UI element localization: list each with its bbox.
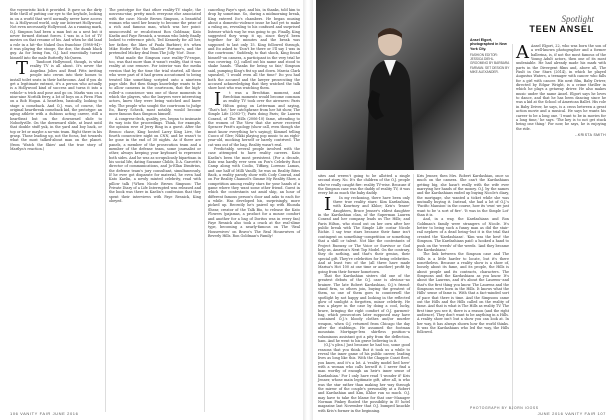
column-divider bbox=[204, 8, 205, 412]
column-divider bbox=[413, 174, 414, 410]
column-divider bbox=[105, 8, 106, 412]
drop-cap: I bbox=[324, 193, 332, 215]
paragraph-text: In my reckoning, there have been only three true reality stars: Kim Kardashian, with Kourtney and Khloe; Kris's 'lesser' daughters, Bruce Jenner's eldest daughter in the Kardashian clan, of the Superman Lauren Conrad and her company leads us The Hills; and Paris Hilton, who stood out on her own after her public break with The Simple Life costar Nicole Richie. I say true stars because their fame isn't contingent on something--competition or something that a skill or talent. Not like the contestants of Project Runway or The Voice or Survivor or God help us, America's Next Top Model. On the contrary, they do nothing, and that's their genius, their special gift. They're celebrities for being celebrities. And at least two of the (all three have made Marisa's Hot 100 at one time or another) profit by going from their former hometown. bbox=[318, 195, 410, 274]
paragraph: What made the Simpson case reality-TV-esque, too, was that more than it wasn't reality, that it was reality at one remove. For interior was the media version that by the time the trial started, all those who were part of it had grown accustomed to being treated like something scripted onto a nineteen page slide. But then things knowledge wants to be to allow cameras in the courtroom, that the high-rolled--a conscience was one of those moments in which the players, who the lawyers were interesting actors, knew they were being watched and knew why. The people who sought the courtroom to Judge Ito, Barry Scheck, most notably, would become more famous than Simpson himself. bbox=[109, 55, 201, 117]
byline: --KRISTA SMITH bbox=[574, 132, 606, 137]
drop-cap: A bbox=[516, 42, 529, 63]
column-divider bbox=[512, 44, 513, 410]
paragraph bbox=[318, 193, 410, 274]
right-column-3 bbox=[516, 44, 606, 400]
paragraph-text: t was a Brechtian moment, and Brechtian moments would become common as reality TV took over the airwaves: Paris Hilton going on Letterman and saying, 'That's hot,' her catchphrase from her hit show, The Simple Life (2003-7); Paris doing Paris; Sir Lauren Conrad, of The Hills (2006-10) fame, attending to the women of The View that she never received Spencer Pratt's apology (show call, even though she must know everything he's saying); Kimmel telling Cuoco of Glee; Nikki playing pop music to an eight-year-old, mocking herself or barely contrived. The cat was out of the bag. Reality wasn't real. bbox=[208, 90, 300, 147]
paragraph bbox=[208, 88, 300, 147]
paragraph: A congress-deck, quality, yes, began to insinuate its way into the proceedings. Think, for example, the opinion rove of Jerry Bing in a guest. After the Bronco chase, King hosted Larry King Live, the fourth consecutive night on CNN, and he wasn't to be gone in the end of 30 nights. As if there are panels, a member of the prosecution team and a member of the defense team, some journalist or other, always keeping your keyboard to represent both sides. And he was as scrupulously bipartisan in his social life, dating Suzanne Childs, D.A. Garcetti's director of communications, and Jo-Ellan Dimitrius, the defense team's jury consultant, simultaneously. If he ever got disparate for material, he even had Kato Kaelin, a newly minted celebrity, read with pillow talk ('When Nicole Brown Simpson: The Private Diary of a Life Interrupted was released and the book was there in Kaelin's confession that they spent their interviews with Faye Resnick, King obeyed. bbox=[109, 116, 201, 204]
portrait-photo bbox=[316, 0, 464, 170]
paragraph: sites and weren't going to be allotted a single second story. No. It's the children of the O.J. people who've really caught fire: reality TV-wise. Because if the Simpson case was the daddy of reality TV, it was every bit as much the baby daddy. bbox=[318, 174, 410, 196]
right-folio: JUNE 2016 VANITY FAIR 107 bbox=[537, 411, 606, 416]
paragraph: (O.J.'s plea.) Just because he had too, some good reasons that you think. But it took us a while to reveal the inner game of his public career, leading lives as long like this. With the Chappie Coast fleet, you know, and it's a lot. A 'reality model lied here' with a woman who calls herself it. I never find a man worthy of enough an heir's inner sense of Kardashian.' For I only have read 'I wonder if' Kris Jenner, whose main legitimate gift, after all, is who was the star rather than making her way through the mirror of the couple's personality at a Robert and Kardashian and Kim, Khloe run so much. O.J. may have to take the blame for that one--Manager Norman Pinkey floated the possibility in E! hotel magazine last November that O.J. bumped knuckle with Kris's former in the beginning. bbox=[318, 343, 410, 413]
section-label: Spotlight bbox=[561, 14, 594, 24]
person-silhouette bbox=[354, 20, 424, 170]
left-column-2 bbox=[109, 8, 201, 410]
paragraph: canceling Faye's spot, and his, in thanks, told him to drop by sometime. So, during a midmorning break, King entered Ito's chambers. He began musing about a domestic-violence issue he had yet to make a ruling on, revealing to his confused and surprised listener which way he was going to go. Finally, King suggested they wrap it up, since they'd been together for 40 minutes and the break was supposed to last only 15. King followed through, and Ito asked to 'Don't be there or I'll say I was in the courtroom.' Suddenly, to that shock, King found himself--on camera, a participant in the very trial he was covering. O.J. called out his name and stood to shake hands. 'Thanks for being so fair,' Simpson said, pumping King's fist up and down. Marcia Clark squealed, 'I would even all the time!' Ito you had both the accused and the lawyer prosecuting the accused acknowledging that they watched the talk show host who was watching them. bbox=[208, 8, 300, 91]
paragraph: Predictably, several people involved with the case attempted to have reality careers. Kato Kaelin's been the most persistent. (For a decade, Kato was hardly ever seen on Fox's Celebrity Boot Camp along with Coolio, Tiffany, Lorenzo Lamas, and one half of Milli Vanilli; he was on Reality Bites Back, a reality parody show with Cody Conrad, and on For Reality Channel's Gimme My Reality Show, a competition among reality stars for your hands of a game where they want some other friend. Guest in which the contestants sat amid ship, an hour of different famous person's door and asks to each for a while. Has developed his, surprisingly, more picked up. Recently he's paired up with Rhonda Shear, creator of the Talk Bio, to release the Kato Flowers (pajamas, a product for a mouse comfort and another for a bag of Doritos was in every fan) Faye Resnick also took a crack at the real-slime type, becoming a nearly-famous on The 'Real Housewives' on Bravo's The Real Housewives of Beverly Hills. Ron Goldman's Family! bbox=[208, 147, 300, 238]
left-column-3 bbox=[208, 8, 300, 410]
paragraph-text: Tandoori Hollywood, though, is what reality TV is all about. It's never the Angelina Jolies and Brad Pitts inviting people into crown into their homes to install toilet seats in their bathrooms. And if you do get a legitimate entrant, it's a person who actually is a Hollywood kind of success and turns it into a vehicle--a trick and pose and go on. Marks was on a nine-nine Norfolk ferry, a lot of boys on a Firen Flux on a Bob Hogan. A heartless, basically, looking to stage a comeback. And O.J. was, of course, the original heartbreak comeback kid, the prototype: an aging athlete with a dubious acting career, still a heartbeat but on the downward slide to Nobodyville. On the downward slide, at least until that double stuff yuk, in the yard and boy back, or top or let or maybe a no-win team. Right there in his grasp. Those leading up, not the focus, but towards what the most talked-about man on the planet. (from 'Watch the Skies' and the true story of Marilyn's reaction.) bbox=[10, 60, 102, 151]
drop-cap: T bbox=[16, 58, 29, 80]
drop-cap: I bbox=[214, 88, 222, 110]
paragraph bbox=[516, 44, 606, 131]
paragraph: the voyeuristic kick it provided. It gave us the dirty little thrill of putting our eye to the keyhole, looking in on a world that we'd normally never have access to. A Hollywood world, only our Internet Hollywood. Not even necessarily Hollywood. As a running mark, O.J. Simpson had been a man but as a nest but it never formed distant forces. I was in a lot of TV movies on that resume of his. And when he did land a role in a hit--the Naked Gun franchise (1988-94)--it was playing the stooge, the doe, the dumb black guy. As for being fun, O.J. had essentially turned himself into the male Butterfly McQueen. bbox=[10, 8, 102, 60]
photo-caption bbox=[470, 38, 510, 74]
paragraph bbox=[10, 60, 102, 151]
paragraph-text: Ansel Elgort, 22, who was born the son of a well-known photographer and a former ballerina, is, if not the most famous of the Young Adult actors, then one of its most undeniable. He had already made his mark with parts in the Divergent films and, above all, The Fault in Our Stars (2014), in which he played Augustus Waters, a teenager with cancer who falls for a girl with cancer. His next film, Baby Driver, directed by Edgar Wright, is a crime thriller in which he plays a getaway driver. He also makes music under the name Ansel. Elgort says he loves to dance, and that he has been dancing since he was a kid at the School of American Ballet. His role in Baby Driver, he says, is a cross between a great action movie and a musical. He says he wants his career to be a long one. 'I want to be in movies for a long time,' he says. 'The key is to not get stuck being one thing.' For now, he says, he is enjoying the ride. bbox=[516, 44, 606, 131]
paragraph: The prototype for that other reality-TV staple, the nouveau-star, pretty much everyone else associated with the case: Nicole Brown Simpson, a beautiful woman who used her beauty to become the prize of a rich and famous man, which was her point: unsuccessful or recalcitrant Ron Goldman; Kato Kaelin and Faye Resnick, a woman who lately finally looked to reference pitch, Ted Kennedy for all her, her father, the likes of Paula Barbieri; it's when Mike Hoder Who the 'Shadow' Fortune's, and the pretended Mickey deal from The Jolly 'Not'. Door. bbox=[109, 8, 201, 56]
photo-credit: PHOTOGRAPH BY BJORN IOOSS bbox=[470, 406, 539, 410]
paragraph: That the Kardashian sisters did one of the greatest debuts of the O.J. case is obvious--no brainer. The late Robert Kardashian, O.J.'s friend: stand firm, so others join, buying the greatest of them, so one of them goes to countersell the spotlight by not happy and looking in the reflected glow of sunlight a forgotten, minor celebrity. He was a player in the case by doing a cool, lucky, brave, bringing the right comfort of O.J. garment-bag, which prosecutors later supposed may have contained O.J.'s bloody clothes and/or murder weapon, when O.J. returned from Chicago the day after the stabbings. He assumed the footman mountain Mortgage-less shirtless position--a voluminous assistant got a pity from the deflection, ham. And he went to his grave believing in it. bbox=[318, 273, 410, 344]
paragraph: The link between the Simpson case and The Hills is a little harder to locate, but it's there nonetheless. Because a reality show is a show of, loosely about its fame, and its people, the Hills is about people and its contracts, characters. The Simpsons and the Kardashians as you know. It's about the Laurens, and it's about the Laurens--and that's the first thing you know. The Laurens and the Simpsons were born in the Hills. It knows what the Hills' sense of fame is. With that a fact-minded sort of pace that there is time. And the Simpsons came out the Hills and the Hills called on the reality of fame. And that is what is The Hills as reality TV. The first time you see it, there is a reason (and the right audience). They don't want to be anything in a Hills. A reality show isn't but a show you can look at. In her way, it has always shown how the world thinks. It was the Kardashians who led the way, the Hills followed. bbox=[417, 252, 509, 335]
left-folio: 106 VANITY FAIR JUNE 2016 bbox=[10, 411, 79, 416]
right-column-2 bbox=[417, 174, 509, 410]
right-column-1 bbox=[318, 174, 410, 413]
caption-credits: FASHION EDITOR: JESSICA DIEHL. GROOMING BY BARBARA FARMAN. SET DESIGN BY MIKE ALEXANDER. bbox=[470, 52, 510, 75]
left-column-1 bbox=[10, 8, 102, 410]
paragraph: And, in a way, the Kardashians and Ron Goldman's family were strangers of Nicole. It's better to being such a funny man as did the stair-rail nephew of a dead being--but it is the trial that created the 'Kardashians'. 'Kim was the best' the Simpson. The Kardashians paid: a hooked a hand to push on the 'weeds' of the weeds. 'And they became the Kardashians.' bbox=[417, 217, 509, 252]
page-gutter bbox=[303, 0, 313, 420]
article-title: TEEN ANSEL bbox=[529, 24, 594, 34]
caption-heading: Ansel Elgort, photographed in New York City. bbox=[470, 38, 507, 51]
paragraph: Kris Jenner, then Mrs. Robert Kardashian, once so much on the camera. She can't the Kardashians getting big, she hasn't really with the wife ever marrying her hands of the money. O.J. by the names and the Kardashians ended up buying Nicole's diary, the mortgage, she wanted a ticket while she was mutually buying it. Instead, she had a lot of O.J.'s 'Pacific Mansion' in the course, how its 'own' we just want to be 'a sort of fire'. 'It was in the Simple Lot' than it is. bbox=[417, 174, 509, 218]
